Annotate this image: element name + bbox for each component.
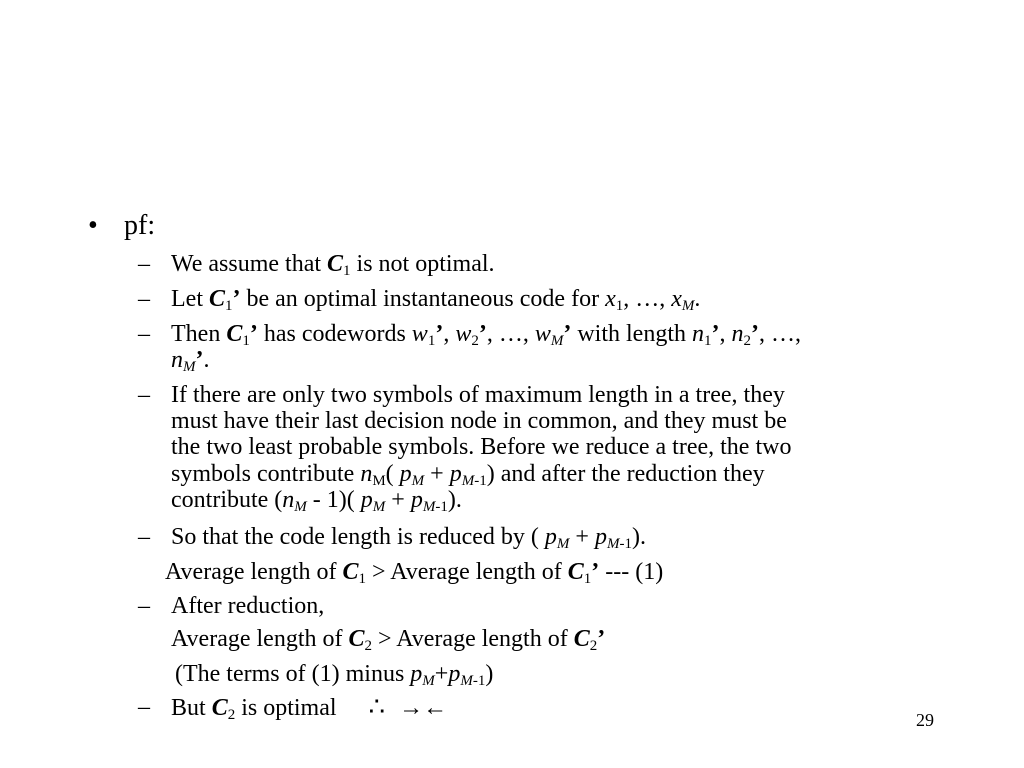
equation-2-text: Average length of $C_2$ > Average length of $C_2$’ [171,626,606,654]
item-4-row-4: symbols contribute $n_M$( $p_M + p_{M-1}$) and after the reduction they [171,461,765,489]
item-7-text: But $C_2$ is optimal ∴ →← [171,692,448,723]
dash-icon: – [138,286,150,312]
item-5-text: So that the code length is reduced by ( $p_M + p_{M-1}$). [171,524,646,552]
equation-1 [165,559,663,585]
item-4-row-5: contribute $(n_M - 1)$( $p_M + p_{M-1}$). [171,487,462,515]
equation-3 [175,661,493,687]
therefore-icon: ∴ [368,692,386,721]
heading-line [88,210,98,241]
equation-1-text: Average length of $C_1$ > Average length of $C_1$’ --- (1) [165,559,664,587]
equation-3-text: (The terms of (1) minus $p_M+p_{M-1}$) [175,661,494,689]
dash-icon: – [138,321,150,347]
dash-icon: – [138,251,150,277]
item-3-text: Then $C_1$’ has codewords $w_1$’, $w_2$’, …, $w_M$’ with length $n_1$’, $n_2$’, …, [171,321,801,349]
item-4-row-1: If there are only two symbols of maximum length in a tree, they [171,382,785,408]
item-4-row-2: must have their last decision node in common, and they must be [171,408,787,434]
item-1-text: We assume that $C_1$ is not optimal. [171,251,495,279]
heading-text: pf: [124,210,156,241]
page-number: 29 [916,710,934,730]
item-6-text: After reduction, [171,593,325,619]
dash-icon: – [138,382,150,408]
contradiction-icon: →← [399,695,448,721]
dash-icon: – [138,593,150,619]
dash-icon: – [138,694,150,720]
heading [124,210,156,241]
dash-icon: – [138,524,150,550]
item-2-text: Let $C_1$’ be an optimal instantaneous code for $x_1$, …, $x_M$. [171,286,701,314]
item-3-text-cont: $n_M$’. [171,347,210,375]
item-4-row-3: the two least probable symbols. Before we reduce a tree, the two [171,434,792,460]
bullet-icon: • [88,210,98,241]
